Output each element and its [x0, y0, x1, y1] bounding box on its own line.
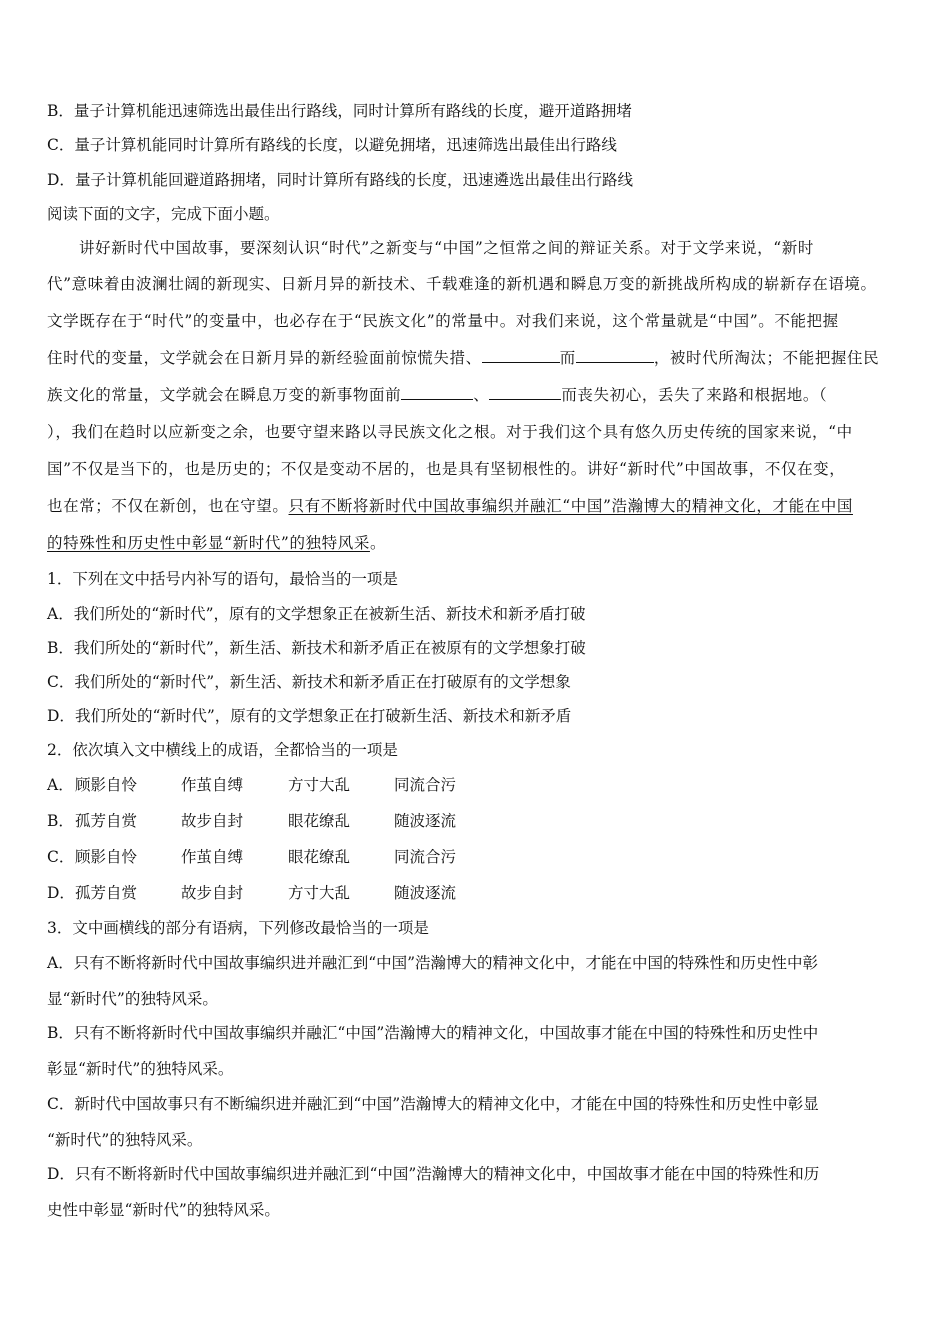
- passage-line-3: 文学既存在于“时代”的变量中，也必存在于“民族文化”的常量中。对我们来说，这个常量就是“中国”。不能把握: [47, 312, 839, 330]
- option-label: C．: [47, 1095, 75, 1113]
- option-label: D．: [47, 1165, 75, 1183]
- passage-text: 、: [473, 386, 490, 404]
- passage-line-8: [47, 495, 907, 517]
- option-label: A．: [47, 776, 74, 794]
- idiom: 顾影自怜: [75, 848, 138, 866]
- underlined-sentence: 只有不断将新时代中国故事编织并融汇“中国”浩瀚博大的精神文化，才能在中国: [288, 497, 853, 515]
- q3-option-d-line-2: 史性中彰显“新时代”的独特风采。: [47, 1201, 280, 1219]
- passage-line-6: ），我们在趋时以应新变之余，也要守望来路以寻民族文化之根。对于我们这个具有悠久历史传统的国家来说，“中: [47, 423, 853, 441]
- q3-option-b-line-1: [47, 1022, 907, 1044]
- option-label: D．: [47, 171, 75, 189]
- option-text: 量子计算机能同时计算所有路线的长度，以避免拥堵，迅速筛选出最佳出行路线: [74, 136, 617, 154]
- idiom: 故步自封: [181, 812, 244, 830]
- idiom: 孤芳自赏: [75, 884, 138, 902]
- idiom: 方寸大乱: [288, 884, 351, 902]
- q2-option-b: [47, 810, 907, 832]
- q2-option-c: [47, 846, 907, 868]
- passage-text: 而: [559, 349, 576, 367]
- option-text: 只有不断将新时代中国故事编织并融汇“中国”浩瀚博大的精神文化，中国故事才能在中国的特殊性和历史性中: [73, 1024, 819, 1042]
- option-text: 我们所处的“新时代”，新生活、新技术和新矛盾正在打破原有的文学想象: [74, 673, 571, 691]
- option-label: B．: [47, 102, 74, 120]
- prev-option-d: [47, 169, 907, 191]
- q1-option-d: [47, 705, 907, 727]
- q3-option-c-line-2: “新时代”的独特风采。: [47, 1131, 203, 1149]
- option-text: 新时代中国故事只有不断编织进并融汇到“中国”浩瀚博大的精神文化中，才能在中国的特殊性和历史性中彰显: [74, 1095, 819, 1113]
- option-text: 我们所处的“新时代”，原有的文学想象正在打破新生活、新技术和新矛盾: [74, 707, 572, 725]
- passage-text: 族文化的常量，文学就会在瞬息万变的新事物面前: [47, 386, 402, 404]
- idiom: 顾影自怜: [75, 776, 138, 794]
- question-1-stem: 1．下列在文中括号内补写的语句，最恰当的一项是: [47, 570, 398, 588]
- q1-option-a: [47, 603, 907, 625]
- passage-text: 也在常；不仅在新创，也在守望。: [47, 497, 289, 515]
- option-label: D．: [47, 707, 75, 725]
- option-label: B．: [47, 1024, 74, 1042]
- fill-blank-1: [482, 347, 560, 363]
- idiom: 眼花缭乱: [288, 812, 351, 830]
- q3-option-a-line-1: [47, 952, 907, 974]
- option-text: 我们所处的“新时代”，新生活、新技术和新矛盾正在被原有的文学想象打破: [73, 639, 586, 657]
- option-label: C．: [47, 848, 75, 866]
- q1-option-b: [47, 637, 907, 659]
- idiom: 同流合污: [394, 776, 457, 794]
- q3-option-d-line-1: [47, 1163, 907, 1185]
- q3-option-b-line-2: 彰显“新时代”的独特风采。: [47, 1060, 234, 1078]
- idiom: 孤芳自赏: [75, 812, 138, 830]
- idiom: 作茧自缚: [181, 776, 244, 794]
- idiom: 作茧自缚: [181, 848, 244, 866]
- option-label: D．: [47, 884, 75, 902]
- question-2-stem: 2．依次填入文中横线上的成语，全都恰当的一项是: [47, 741, 398, 759]
- idiom: 故步自封: [181, 884, 244, 902]
- passage-text: 住时代的变量，文学就会在日新月异的新经验面前惊慌失措、: [47, 349, 482, 367]
- passage-text: 而丧失初心，丢失了来路和根据地。（: [561, 386, 828, 404]
- q3-option-a-line-2: 显“新时代”的独特风采。: [47, 990, 218, 1008]
- passage-line-9: [47, 532, 907, 554]
- option-label: A．: [47, 954, 74, 972]
- q2-option-a: [47, 774, 907, 796]
- option-text: 只有不断将新时代中国故事编织进并融汇到“中国”浩瀚博大的精神文化中，才能在中国的特殊性和历史性中彰: [73, 954, 819, 972]
- idiom: 方寸大乱: [288, 776, 351, 794]
- idiom: 随波逐流: [394, 884, 457, 902]
- option-label: B．: [47, 812, 74, 830]
- passage-line-5: [47, 384, 907, 406]
- passage-line-7: 国”不仅是当下的，也是历史的；不仅是变动不居的，也是具有坚韧根性的。讲好“新时代”中国故事，不仅在变，: [47, 460, 846, 478]
- underlined-sentence: 的特殊性和历史性中彰显“新时代”的独特风采: [47, 534, 370, 552]
- option-label: B．: [47, 639, 74, 657]
- q1-option-c: [47, 671, 907, 693]
- option-label: C．: [47, 136, 75, 154]
- idiom: 同流合污: [394, 848, 457, 866]
- prev-option-c: [47, 134, 907, 156]
- passage-text: ，被时代所淘汰；不能把握住民: [653, 349, 880, 367]
- option-text: 量子计算机能迅速筛选出最佳出行路线，同时计算所有路线的长度，避开道路拥堵: [73, 102, 632, 120]
- option-text: 量子计算机能回避道路拥堵，同时计算所有路线的长度，迅速遴选出最佳出行路线: [74, 171, 633, 189]
- passage-line-2: 代”意味着由波澜壮阔的新现实、日新月异的新技术、千载难逢的新机遇和瞬息万变的新挑战所构成的崭新存在语境。: [47, 275, 877, 293]
- fill-blank-2: [576, 347, 654, 363]
- q2-option-d: [47, 882, 907, 904]
- passage-line-4: [47, 347, 907, 369]
- passage-line-1: 讲好新时代中国故事，要深刻认识“时代”之新变与“中国”之恒常之间的辩证关系。对于文学来说，“新时: [79, 239, 814, 257]
- question-3-stem: 3．文中画横线的部分有语病，下列修改最恰当的一项是: [47, 919, 429, 937]
- idiom: 随波逐流: [394, 812, 457, 830]
- reading-instruction: 阅读下面的文字，完成下面小题。: [47, 205, 280, 223]
- option-label: C．: [47, 673, 75, 691]
- prev-option-b: [47, 100, 907, 122]
- option-text: 只有不断将新时代中国故事编织进并融汇到“中国”浩瀚博大的精神文化中，中国故事才能在中国的特殊性和历: [74, 1165, 820, 1183]
- fill-blank-4: [489, 384, 561, 400]
- option-text: 我们所处的“新时代”，原有的文学想象正在被新生活、新技术和新矛盾打破: [73, 605, 586, 623]
- idiom: 眼花缭乱: [288, 848, 351, 866]
- q3-option-c-line-1: [47, 1093, 907, 1115]
- option-label: A．: [47, 605, 74, 623]
- passage-text: 。: [369, 534, 387, 552]
- fill-blank-3: [401, 384, 473, 400]
